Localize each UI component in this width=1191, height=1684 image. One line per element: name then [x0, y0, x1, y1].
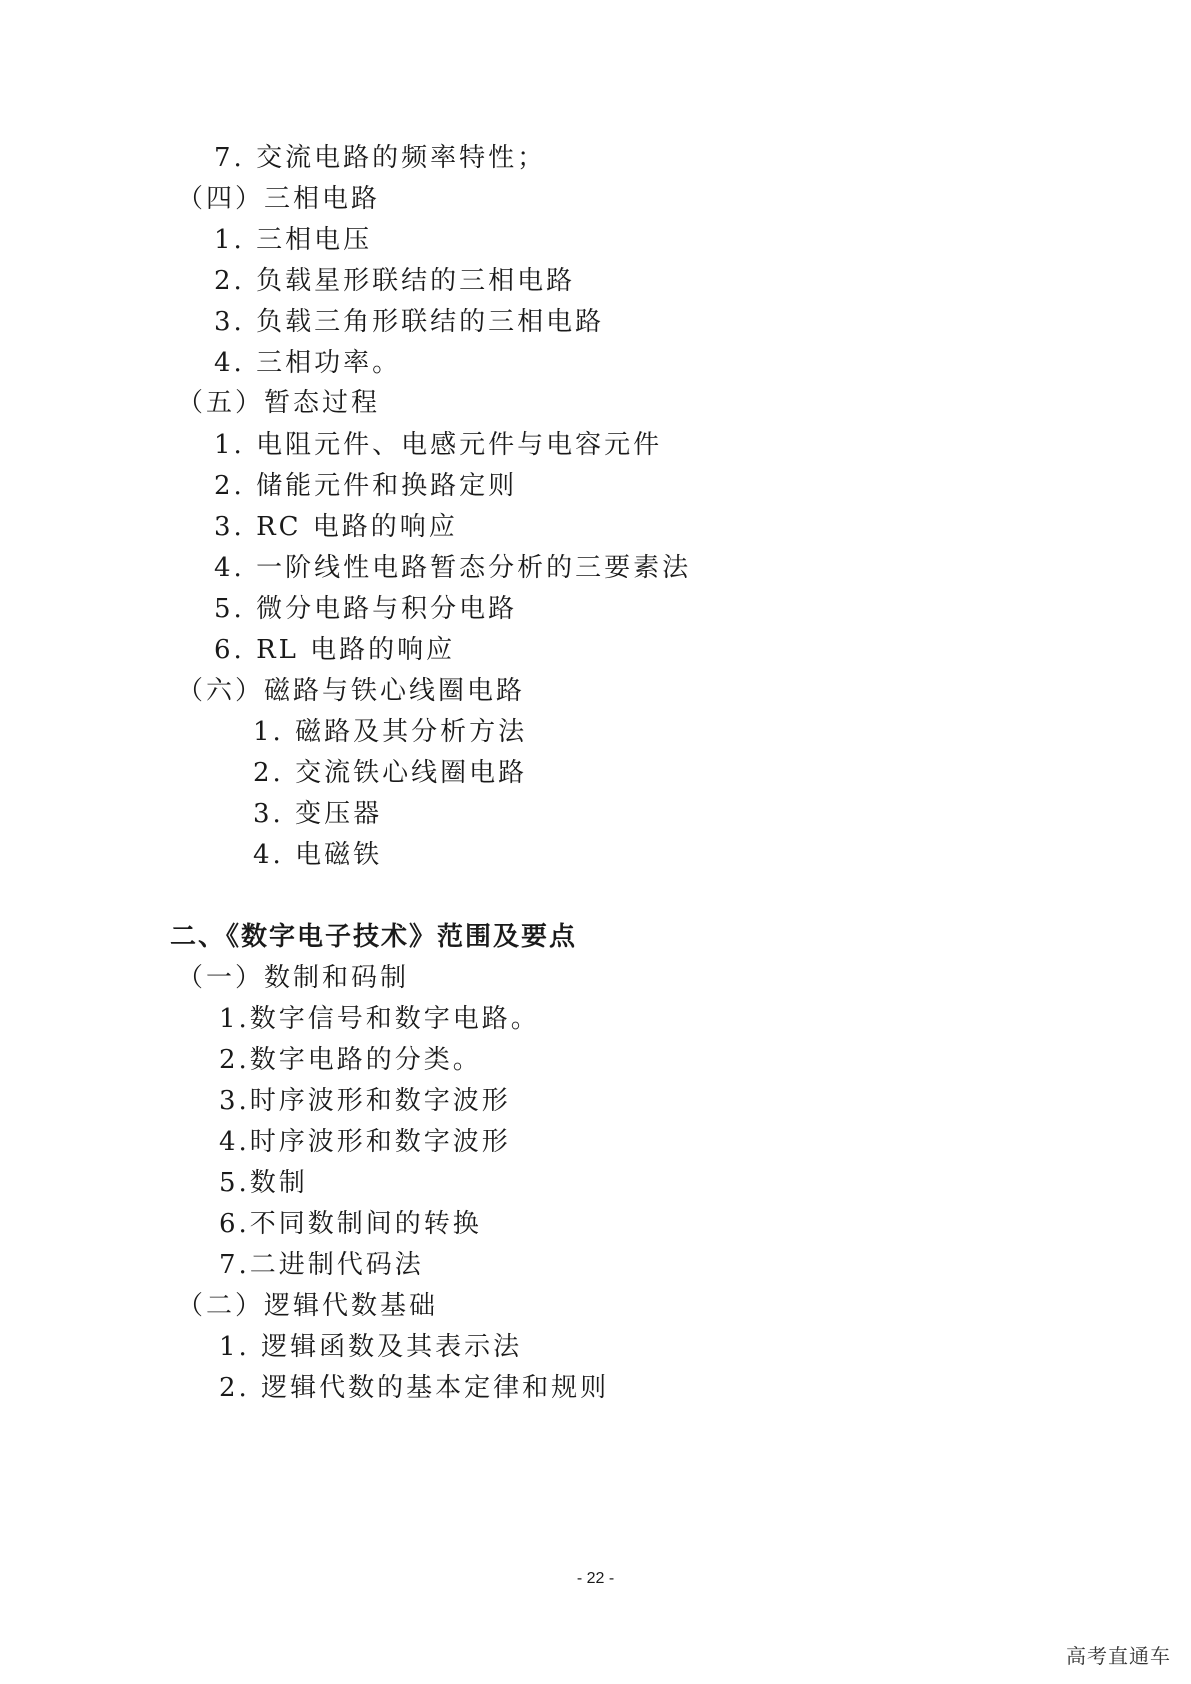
list-item: 4. 电磁铁 [253, 840, 383, 870]
list-item: 6.不同数制间的转换 [219, 1209, 482, 1239]
subsection-heading: （五）暂态过程 [177, 388, 381, 418]
list-item: 4. 一阶线性电路暂态分析的三要素法 [214, 553, 692, 583]
subsection-heading: （二）逻辑代数基础 [177, 1291, 439, 1321]
list-item: 2. 储能元件和换路定则 [214, 471, 518, 501]
list-item: 3. 负载三角形联结的三相电路 [214, 307, 605, 337]
list-item: 7.二进制代码法 [219, 1250, 424, 1280]
list-item: 2.数字电路的分类。 [219, 1045, 482, 1075]
list-item: 5.数制 [219, 1168, 308, 1198]
list-item: 2. 负载星形联结的三相电路 [214, 266, 576, 296]
list-item: 6. RL 电路的响应 [214, 635, 456, 665]
list-item: 1. 逻辑函数及其表示法 [219, 1332, 523, 1362]
list-item: 7. 交流电路的频率特性； [214, 143, 547, 173]
list-item: 3. 变压器 [253, 799, 383, 829]
list-item: 1. 三相电压 [214, 225, 373, 255]
page-number: - 22 - [576, 1570, 615, 1587]
subsection-heading: （一）数制和码制 [177, 963, 410, 993]
list-item: 2. 交流铁心线圈电路 [253, 758, 528, 788]
list-item: 4.时序波形和数字波形 [219, 1127, 511, 1157]
subsection-heading: （六）磁路与铁心线圈电路 [177, 676, 526, 706]
list-item: 2. 逻辑代数的基本定律和规则 [219, 1373, 610, 1403]
list-item: 3.时序波形和数字波形 [219, 1086, 511, 1116]
list-item: 3. RC 电路的响应 [214, 512, 458, 542]
list-item: 1. 电阻元件、电感元件与电容元件 [214, 430, 663, 460]
watermark: 高考直通车 [1066, 1644, 1171, 1668]
list-item: 1.数字信号和数字电路。 [219, 1004, 540, 1034]
section-heading: 二、《数字电子技术》范围及要点 [170, 922, 578, 952]
list-item: 1. 磁路及其分析方法 [253, 717, 528, 747]
subsection-heading: （四）三相电路 [177, 184, 381, 214]
list-item: 4. 三相功率。 [214, 348, 402, 378]
list-item: 5. 微分电路与积分电路 [214, 594, 518, 624]
